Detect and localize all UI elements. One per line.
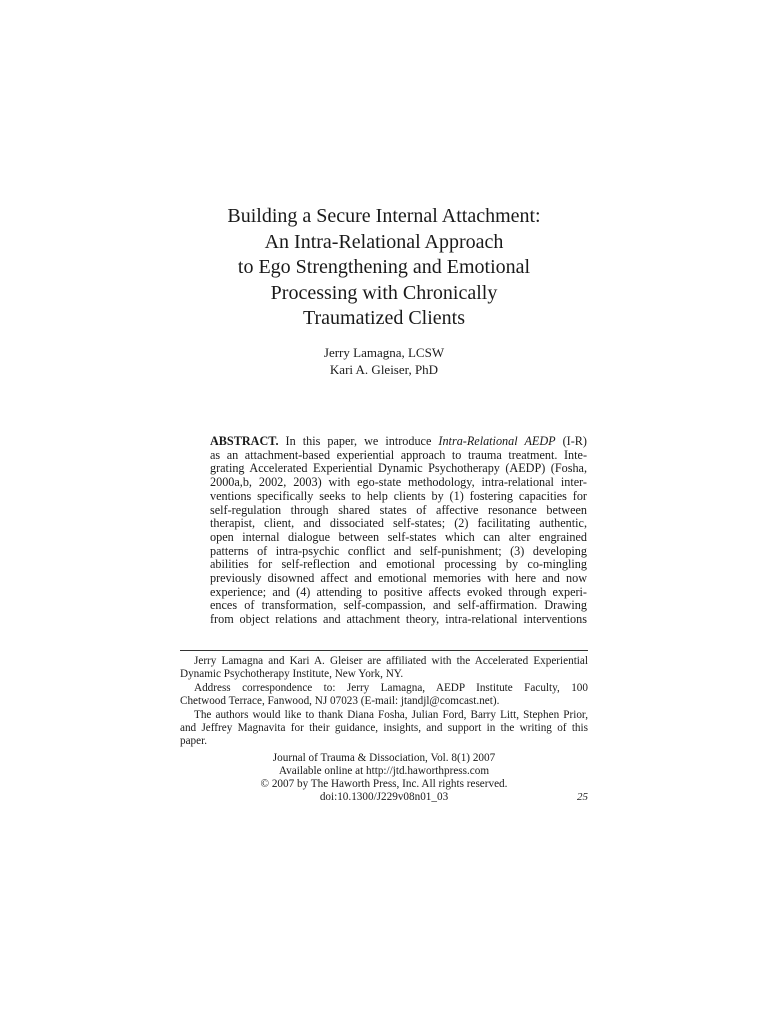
footnote-line: Chetwood Terrace, Fanwood, NJ 07023 (E-mail: jtandjl@comcast.net). bbox=[180, 695, 500, 708]
abstract-line: abilities for self-reflection and emotional processing by co-mingling bbox=[210, 557, 587, 572]
abstract-line: therapist, client, and dissociated self-states; (2) facilitating authentic, bbox=[210, 516, 587, 531]
footnote-divider bbox=[180, 650, 588, 651]
abstract-line: patterns of intra-psychic conflict and self-punishment; (3) developing bbox=[210, 543, 587, 558]
abstract-line: grating Accelerated Experiential Dynamic Psychotherapy (AEDP) (Fosha, bbox=[210, 461, 587, 476]
paper-title bbox=[180, 204, 588, 332]
journal-info bbox=[180, 752, 588, 804]
footnote-line: Dynamic Psychotherapy Institute, New York, NY. bbox=[180, 668, 404, 681]
abstract-line bbox=[210, 435, 587, 449]
abstract-line: as an attachment-based experiential approach to trauma treatment. Inte- bbox=[210, 447, 587, 462]
author-name: Jerry Lamagna, LCSW bbox=[323, 345, 445, 360]
abstract-label: ABSTRACT. bbox=[210, 434, 279, 448]
abstract-text: In this paper, we introduce bbox=[278, 434, 439, 448]
title-line: Building a Secure Internal Attachment: bbox=[227, 205, 541, 227]
footnote-line: Jerry Lamagna and Kari A. Gleiser are affiliated with the Accelerated Experiential bbox=[194, 655, 588, 667]
author-list bbox=[180, 344, 588, 378]
footnote-line: paper. bbox=[180, 735, 208, 748]
abstract-text: (I-R) bbox=[555, 434, 587, 448]
abstract-line: previously disowned affect and emotional memories with here and now bbox=[210, 571, 587, 586]
title-line: to Ego Strengthening and Emotional bbox=[237, 256, 531, 278]
footnote-acknowledgments bbox=[180, 709, 588, 749]
journal-citation: Journal of Trauma & Dissociation, Vol. 8(1) 2007 bbox=[272, 752, 496, 764]
abstract-line: ences of transformation, self-compassion, and self-affirmation. Drawing bbox=[210, 598, 587, 613]
abstract-line: ventions specifically seeks to help clients by (1) fostering capacities for bbox=[210, 488, 587, 503]
footnote-affiliation bbox=[180, 655, 588, 682]
copyright-notice: © 2007 by The Haworth Press, Inc. All rights reserved. bbox=[260, 778, 508, 790]
title-line: Processing with Chronically bbox=[270, 281, 498, 304]
abstract-line: experience; and (4) attending to positive affects evoked through experi- bbox=[210, 584, 587, 599]
abstract-line: self-regulation through shared states of affective resonance between bbox=[210, 502, 587, 517]
footnote-correspondence bbox=[180, 682, 588, 709]
abstract bbox=[210, 435, 587, 627]
title-line: An Intra-Relational Approach bbox=[264, 230, 504, 253]
footnote-line: Address correspondence to: Jerry Lamagna, AEDP Institute Faculty, 100 bbox=[194, 681, 588, 694]
footnote-line: and Jeffrey Magnavita for their guidance, insights, and support in the writing of this bbox=[180, 722, 588, 735]
footnote-line: The authors would like to thank Diana Fosha, Julian Ford, Barry Litt, Stephen Prior, bbox=[194, 708, 588, 721]
abstract-line: 2000a,b, 2002, 2003) with ego-state methodology, intra-relational inter- bbox=[210, 475, 587, 490]
abstract-line: from object relations and attachment theory, intra-relational interventions bbox=[210, 612, 587, 627]
journal-url: Available online at http://jtd.haworthpress.com bbox=[278, 765, 490, 777]
doi: doi:10.1300/J229v08n01_03 bbox=[319, 791, 449, 803]
abstract-line: open internal dialogue between self-states which can alter engrained bbox=[210, 529, 587, 544]
page-number: 25 bbox=[577, 791, 588, 803]
author-name: Kari A. Gleiser, PhD bbox=[329, 362, 439, 377]
title-line: Traumatized Clients bbox=[302, 307, 466, 329]
abstract-italic-term: Intra-Relational AEDP bbox=[438, 434, 556, 448]
footnotes bbox=[180, 655, 588, 749]
